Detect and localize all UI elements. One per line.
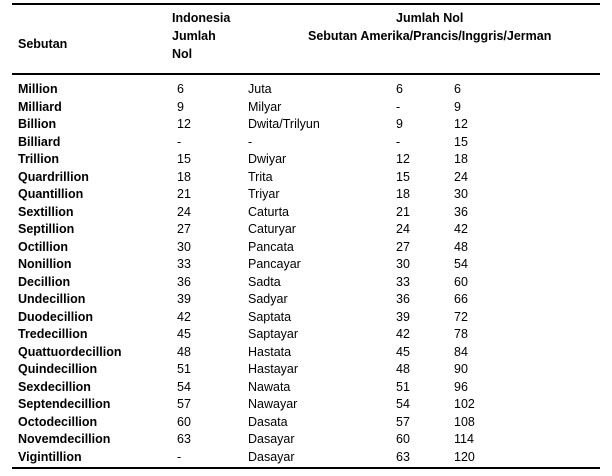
cell-jumlah-nol-indonesia: 18 — [177, 169, 191, 184]
cell-jumlah-nol-indonesia: 54 — [177, 379, 191, 394]
cell-jumlah-nol-indonesia: 42 — [177, 309, 191, 324]
table-row — [0, 134, 612, 152]
cell-sebutan: Tredecillion — [18, 327, 88, 341]
cell-sebutan-indonesia: Trita — [248, 169, 273, 184]
cell-sebutan: Million — [18, 82, 58, 96]
cell-jumlah-nol-amerika: 63 — [396, 449, 410, 464]
header-sebutan-amerika: Sebutan Amerika/Prancis/Inggris/Jerman — [308, 29, 552, 43]
cell-jumlah-nol-indonesia: 15 — [177, 152, 191, 166]
cell-sebutan: Septendecillion — [18, 397, 111, 411]
cell-sebutan: Billion — [18, 117, 57, 131]
cell-sebutan-indonesia: Dasata — [248, 414, 288, 429]
cell-sebutan-indonesia: Saptayar — [248, 327, 299, 341]
header-bottom-rule — [12, 73, 600, 75]
cell-jumlah-nol-indonesia: 60 — [177, 414, 191, 429]
cell-sebutan-indonesia: Dasayar — [248, 432, 295, 446]
cell-sebutan: Decillion — [18, 274, 71, 289]
cell-jumlah-nol-eropa: 6 — [454, 82, 461, 96]
cell-jumlah-nol-indonesia: 57 — [177, 397, 191, 411]
table-row — [0, 239, 612, 257]
cell-jumlah-nol-eropa: 48 — [454, 239, 468, 254]
cell-sebutan: Milliard — [18, 99, 62, 114]
cell-sebutan: Octillion — [18, 239, 68, 254]
table-row — [0, 361, 612, 379]
table-row — [0, 81, 612, 99]
cell-jumlah-nol-eropa: 78 — [454, 327, 468, 341]
cell-sebutan-indonesia: Saptata — [248, 309, 292, 324]
cell-sebutan-indonesia: Nawata — [248, 379, 291, 394]
cell-jumlah-nol-amerika: 45 — [396, 344, 410, 359]
cell-sebutan: Novemdecillion — [18, 432, 111, 446]
cell-jumlah-nol-amerika: - — [396, 99, 401, 114]
cell-sebutan-indonesia: Caturta — [248, 204, 289, 219]
table-row — [0, 379, 612, 397]
table-row — [0, 256, 612, 274]
cell-sebutan: Quindecillion — [18, 362, 98, 376]
cell-sebutan: Billiard — [18, 134, 61, 149]
table-row — [0, 204, 612, 222]
cell-jumlah-nol-indonesia: 12 — [177, 117, 191, 131]
cell-jumlah-nol-eropa: 60 — [454, 274, 468, 289]
table-row — [0, 414, 612, 432]
cell-jumlah-nol-amerika: 48 — [396, 362, 410, 376]
cell-jumlah-nol-eropa: 12 — [454, 117, 468, 131]
cell-jumlah-nol-amerika: 42 — [396, 327, 410, 341]
cell-jumlah-nol-amerika: 6 — [396, 82, 403, 96]
cell-jumlah-nol-indonesia: 39 — [177, 292, 191, 306]
table-row — [0, 99, 612, 117]
header-sebutan: Sebutan — [18, 37, 68, 51]
cell-jumlah-nol-indonesia: 33 — [177, 257, 191, 271]
cell-jumlah-nol-eropa: 108 — [454, 414, 475, 429]
cell-jumlah-nol-eropa: 84 — [454, 344, 468, 359]
cell-jumlah-nol-amerika: 51 — [396, 379, 410, 394]
cell-sebutan: Quattuordecillion — [18, 344, 122, 359]
cell-jumlah-nol-amerika: 24 — [396, 222, 410, 236]
cell-sebutan-indonesia: - — [248, 134, 253, 149]
cell-jumlah-nol-amerika: 57 — [396, 414, 410, 429]
header-indonesia: Indonesia — [172, 11, 231, 25]
cell-jumlah-nol-eropa: 114 — [454, 432, 474, 446]
cell-jumlah-nol-amerika: 9 — [396, 117, 403, 131]
cell-jumlah-nol-eropa: 15 — [454, 134, 468, 149]
cell-jumlah-nol-indonesia: - — [177, 449, 182, 464]
table-row — [0, 291, 612, 309]
cell-jumlah-nol-eropa: 36 — [454, 204, 468, 219]
cell-sebutan-indonesia: Juta — [248, 82, 272, 96]
table-row — [0, 326, 612, 344]
table-row — [0, 169, 612, 187]
cell-jumlah-nol-amerika: 21 — [396, 204, 410, 219]
cell-jumlah-nol-indonesia: 51 — [177, 362, 191, 376]
cell-jumlah-nol-amerika: 12 — [396, 152, 410, 166]
cell-jumlah-nol-amerika: 33 — [396, 274, 410, 289]
table-row — [0, 431, 612, 449]
cell-sebutan: Vigintillion — [18, 449, 82, 464]
header-indonesia-jumlah: Jumlah — [172, 29, 216, 43]
cell-jumlah-nol-eropa: 9 — [454, 99, 461, 114]
cell-sebutan-indonesia: Dwita/Trilyun — [248, 117, 320, 131]
cell-jumlah-nol-eropa: 18 — [454, 152, 468, 166]
cell-sebutan-indonesia: Dasayar — [248, 449, 295, 464]
cell-sebutan: Nonillion — [18, 257, 72, 271]
cell-jumlah-nol-eropa: 30 — [454, 187, 468, 201]
cell-sebutan: Duodecillion — [18, 309, 93, 324]
cell-jumlah-nol-eropa: 90 — [454, 362, 468, 376]
cell-sebutan: Sexdecillion — [18, 379, 91, 394]
cell-sebutan: Septillion — [18, 222, 75, 236]
table-body — [0, 81, 612, 466]
cell-jumlah-nol-indonesia: 30 — [177, 239, 191, 254]
cell-jumlah-nol-amerika: - — [396, 134, 401, 149]
cell-jumlah-nol-indonesia: 63 — [177, 432, 191, 446]
cell-sebutan-indonesia: Nawayar — [248, 397, 298, 411]
cell-jumlah-nol-indonesia: 48 — [177, 344, 191, 359]
table-row — [0, 449, 612, 467]
cell-sebutan: Octodecillion — [18, 414, 98, 429]
table-row — [0, 151, 612, 169]
cell-jumlah-nol-indonesia: 27 — [177, 222, 191, 236]
cell-sebutan-indonesia: Hastata — [248, 344, 292, 359]
table-bottom-rule — [12, 467, 600, 469]
table-row — [0, 344, 612, 362]
cell-sebutan: Quantillion — [18, 187, 84, 201]
cell-sebutan: Trillion — [18, 152, 59, 166]
cell-jumlah-nol-eropa: 24 — [454, 169, 468, 184]
cell-sebutan: Quardrillion — [18, 169, 89, 184]
table-row — [0, 221, 612, 239]
table-row — [0, 396, 612, 414]
cell-jumlah-nol-eropa: 96 — [454, 379, 468, 394]
cell-sebutan-indonesia: Milyar — [248, 99, 282, 114]
header-indonesia-nol: Nol — [172, 47, 193, 61]
cell-jumlah-nol-indonesia: 45 — [177, 327, 191, 341]
cell-jumlah-nol-eropa: 120 — [454, 449, 475, 464]
cell-jumlah-nol-eropa: 102 — [454, 397, 475, 411]
cell-sebutan-indonesia: Caturyar — [248, 222, 296, 236]
cell-jumlah-nol-indonesia: 6 — [177, 82, 184, 96]
cell-jumlah-nol-amerika: 36 — [396, 292, 410, 306]
cell-sebutan-indonesia: Pancayar — [248, 257, 301, 271]
cell-sebutan-indonesia: Pancata — [248, 239, 294, 254]
table-top-rule — [12, 3, 600, 5]
cell-sebutan-indonesia: Sadyar — [248, 292, 288, 306]
cell-jumlah-nol-eropa: 54 — [454, 257, 468, 271]
cell-sebutan-indonesia: Hastayar — [248, 362, 299, 376]
cell-jumlah-nol-amerika: 39 — [396, 309, 410, 324]
cell-jumlah-nol-indonesia: 36 — [177, 274, 191, 289]
cell-sebutan-indonesia: Triyar — [248, 187, 280, 201]
cell-jumlah-nol-indonesia: 21 — [177, 187, 191, 201]
cell-jumlah-nol-amerika: 54 — [396, 397, 410, 411]
cell-jumlah-nol-amerika: 30 — [396, 257, 410, 271]
cell-jumlah-nol-indonesia: 24 — [177, 204, 191, 219]
cell-jumlah-nol-amerika: 60 — [396, 432, 410, 446]
cell-sebutan-indonesia: Sadta — [248, 274, 281, 289]
header-jumlah-nol: Jumlah Nol — [396, 11, 464, 25]
cell-sebutan: Undecillion — [18, 292, 86, 306]
cell-jumlah-nol-indonesia: - — [177, 134, 182, 149]
cell-jumlah-nol-indonesia: 9 — [177, 99, 184, 114]
cell-jumlah-nol-amerika: 27 — [396, 239, 410, 254]
table-row — [0, 309, 612, 327]
cell-jumlah-nol-eropa: 42 — [454, 222, 468, 236]
cell-jumlah-nol-eropa: 72 — [454, 309, 468, 324]
cell-sebutan-indonesia: Dwiyar — [248, 152, 287, 166]
table-row — [0, 116, 612, 134]
table-row — [0, 274, 612, 292]
cell-jumlah-nol-eropa: 66 — [454, 292, 468, 306]
cell-jumlah-nol-amerika: 18 — [396, 187, 410, 201]
cell-jumlah-nol-amerika: 15 — [396, 169, 410, 184]
cell-sebutan: Sextillion — [18, 204, 74, 219]
table-row — [0, 186, 612, 204]
